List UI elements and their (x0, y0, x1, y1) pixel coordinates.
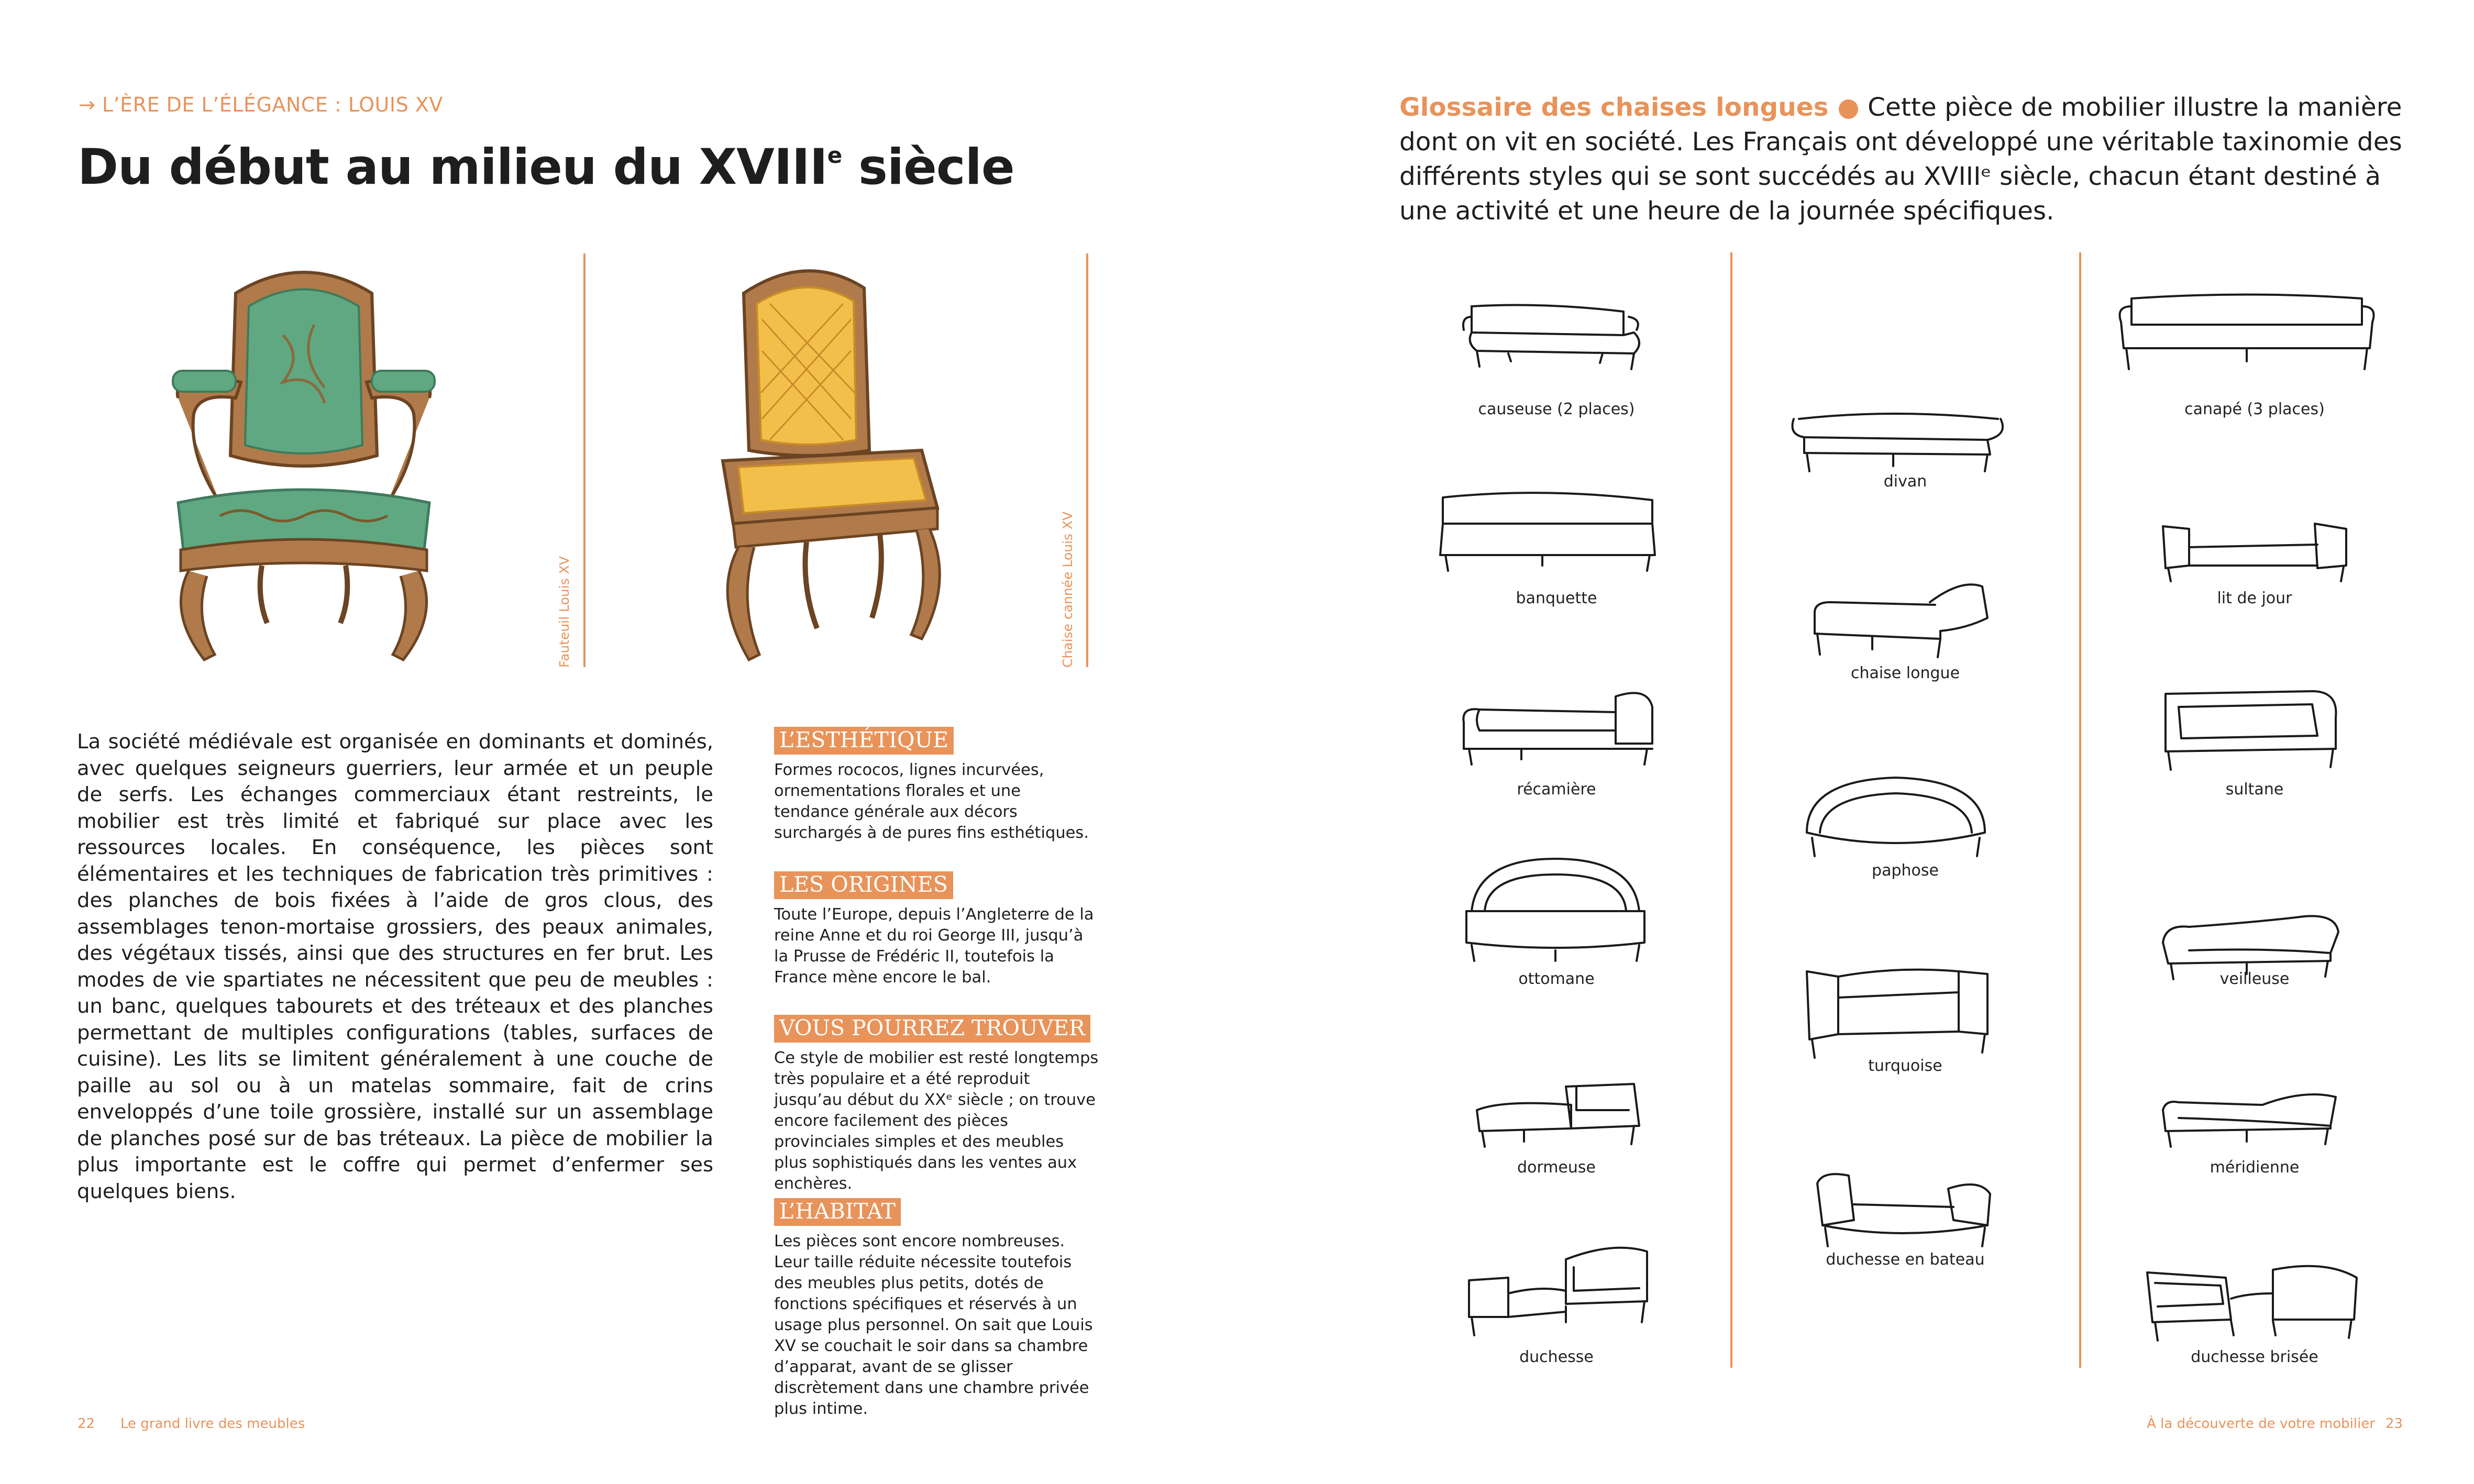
sofa-causeuse-illustration (1461, 301, 1650, 380)
label-lit-de-jour: lit de jour (2217, 589, 2292, 607)
glossary-intro (1399, 90, 2413, 228)
glossary-intro-text: Cette pièce de mobilier illustre la manière dont on vit en société. Les Français ont développé une véritable taxinomie des différents styles qui se sont succédés au XVIIIᵉ siècle, chacun étant destiné à une activité et une heure de la journée spécifiques. (1399, 93, 2402, 226)
sidebar-habitat (774, 1198, 1099, 1420)
sidebar-text: Formes rococos, lignes incurvées, ornementations florales et une tendance générale aux décors surchargés à de pures fins esthétiques. (774, 761, 1089, 843)
sidebar-heading: LES ORIGINES (774, 871, 953, 899)
label-duchesse-brisee: duchesse brisée (2191, 1348, 2318, 1366)
label-meridienne: méridienne (2210, 1158, 2300, 1177)
footer-book-title: Le grand livre des meubles (120, 1416, 305, 1432)
label-causeuse: causeuse (2 places) (1478, 400, 1635, 418)
sofa-ottomane-illustration (1461, 854, 1650, 964)
page-number-right: 23 (2385, 1416, 2403, 1432)
label-duchesse-en-bateau: duchesse en bateau (1826, 1250, 1985, 1269)
label-divan: divan (1883, 472, 1927, 491)
section-kicker: → L’ÈRE DE L’ÉLÉGANCE : LOUIS XV (79, 93, 443, 116)
page-title: Du début au milieu du XVIIIe siècle (78, 139, 1014, 196)
column-rule (2079, 252, 2081, 1368)
louis-xv-caned-chair-illustration (691, 262, 953, 670)
vertical-rule (583, 253, 586, 667)
sidebar-text: Les pièces sont encore nombreuses. Leur taille réduite nécessite toutefois des meubles plus petits, dotés de fonctions spécifiques et réservés à un usage plus personnel. On sait que Louis XV se couchait le soir dans sa chambre d’apparat, avant de se glisser discrètement dans une chambre privée plus intime. (774, 1232, 1093, 1419)
sofa-recamiere-illustration (1459, 686, 1658, 775)
label-sultane: sultane (2225, 780, 2284, 799)
label-banquette: banquette (1516, 589, 1597, 607)
sofa-duchesse-en-bateau-illustration (1807, 1168, 1995, 1257)
footer-section-title: À la découverte de votre mobilier (2147, 1416, 2375, 1432)
sidebar-heading: L’ESTHÉTIQUE (774, 727, 954, 755)
label-duchesse: duchesse (1519, 1348, 1594, 1366)
sidebar-aesthetic (774, 727, 1099, 844)
label-paphose: paphose (1872, 861, 1939, 880)
label-dormeuse: dormeuse (1517, 1158, 1596, 1177)
sofa-duchesse-brisee-illustration (2142, 1262, 2362, 1346)
body-text: La société médiévale est organisée en dominants et dominés, avec quelques seigneurs guerriers, leur armée et un peuple de serfs. Les échanges commerciaux étant restreints, le mobilier est très limité et fabriqué sur place avec les ressources locales. En conséquence, les pièces sont élémentaires et les techniques de fabrication très primitives : des planches de bois fixées à l’aide de gros clous, des assemblages tenon-mortaise grossiers, des peaux animales, des végétaux tissés, ainsi que des structures en fer brut. Les modes de vie spartiates ne nécessitent que peu de meubles : un banc, quelques tabourets et des tréteaux et des planches permettant de multiples configurations (tables, surfaces de cuisine). Les lits se limitent généralement à une couche de paille au sol ou à un matelas sommaire, fait de crins enveloppés d’une toile grossière, installé sur un assemblage de planches posé sur de bas tréteaux. La pièce de mobilier la plus importante est le coffre qui permet d’enfermer ses quelques biens. (77, 730, 713, 1203)
sofa-banquette-illustration (1438, 487, 1658, 576)
sidebar-where-to-find (774, 1015, 1099, 1194)
sidebar-text: Ce style de mobilier est resté longtemps très populaire et a été reproduit jusqu’au début du XXᵉ siècle ; on trouve encore facilement des pièces provinciales simples et des meubles plus sophistiqués dans les ventes aux enchères. (774, 1049, 1099, 1193)
sofa-paphose-illustration (1802, 770, 1990, 864)
louis-xv-armchair-illustration (157, 257, 450, 670)
sofa-canape-illustration (2116, 291, 2378, 380)
sidebar-heading: VOUS POURREZ TROUVER (774, 1015, 1090, 1043)
label-veilleuse: veilleuse (2219, 970, 2290, 988)
sofa-meridienne-illustration (2158, 1089, 2346, 1157)
label-turquoise: turquoise (1868, 1057, 1942, 1075)
label-chaise-longue: chaise longue (1850, 664, 1960, 682)
sofa-sultane-illustration (2155, 686, 2344, 775)
sidebar-origins (774, 871, 1099, 988)
label-recamiere: récamière (1517, 780, 1596, 799)
sofa-turquoise-illustration (1802, 961, 1995, 1066)
label-ottomane: ottomane (1518, 970, 1595, 988)
sidebar-text: Toute l’Europe, depuis l’Angleterre de la reine Anne et du roi George III, jusqu’à la Prusse de Frédéric II, toutefois la France mène encore le bal. (774, 905, 1094, 987)
sofa-divan-illustration (1788, 398, 2008, 477)
sofa-chaise-longue-illustration (1809, 581, 1998, 670)
column-rule (1730, 252, 1732, 1368)
caption-caned-chair: Chaise cannée Louis XV (1060, 511, 1075, 668)
label-canape: canapé (3 places) (2184, 400, 2325, 418)
sidebar-heading: L’HABITAT (774, 1198, 901, 1226)
vertical-rule (1086, 253, 1088, 667)
caption-armchair: Fauteuil Louis XV (557, 556, 572, 668)
sofa-dormeuse-illustration (1472, 1079, 1650, 1157)
glossary-heading: Glossaire des chaises longues ● (1399, 93, 1860, 122)
sofa-duchesse-illustration (1466, 1244, 1655, 1348)
sofa-lit-de-jour-illustration (2158, 518, 2357, 586)
page-number-left: 22 (78, 1416, 95, 1432)
